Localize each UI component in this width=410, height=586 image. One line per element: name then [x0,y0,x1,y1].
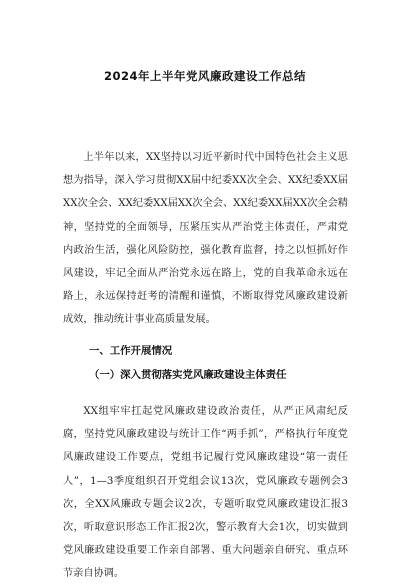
subsection-heading: （一）深入贯彻落实党风廉政建设主体责任 [89,369,287,381]
subsection-paragraph: XX组牢牢扛起党风廉政建设政治责任，从严正风肃纪反腐，坚持党风廉政建设与统计工作“两手抓”，严格执行年度党风廉政建设工作要点，党组书记履行党风廉政建设“第一责任人”，1—3季度组织召开党组会议13次，党风廉政专题例会3次，全XX风廉政专题会议2次，专题听取党风廉政建设汇报3次，听取意识形态工作汇报2次，警示教育大会1次，切实做到党风廉政建设重要工作亲自部署、重大问题亲自研究、重点环节亲自协调。 [63,406,348,580]
intro-paragraph: 上半年以来，XX坚持以习近平新时代中国特色社会主义思想为指导，深入学习贯彻XX届中纪委XX次全会、XX纪委XX届XX次全会、XX纪委XX届XX次全会、XX纪委XX届XX次全会精神，坚持党的全面领导，压紧压实从严治党主体责任，严肃党内政治生活，强化风险防控，强化教育监督，持之以恒抓好作风建设，牢记全面从严治党永远在路上，党的自我革命永远在路上，永远保持赶考的清醒和谨慎，不断取得党风廉政建设新成效，推动统计事业高质量发展。 [63,152,348,326]
section-heading: 一、工作开展情况 [89,345,173,357]
document-title: 2024年上半年党风廉政建设工作总结 [103,69,306,83]
